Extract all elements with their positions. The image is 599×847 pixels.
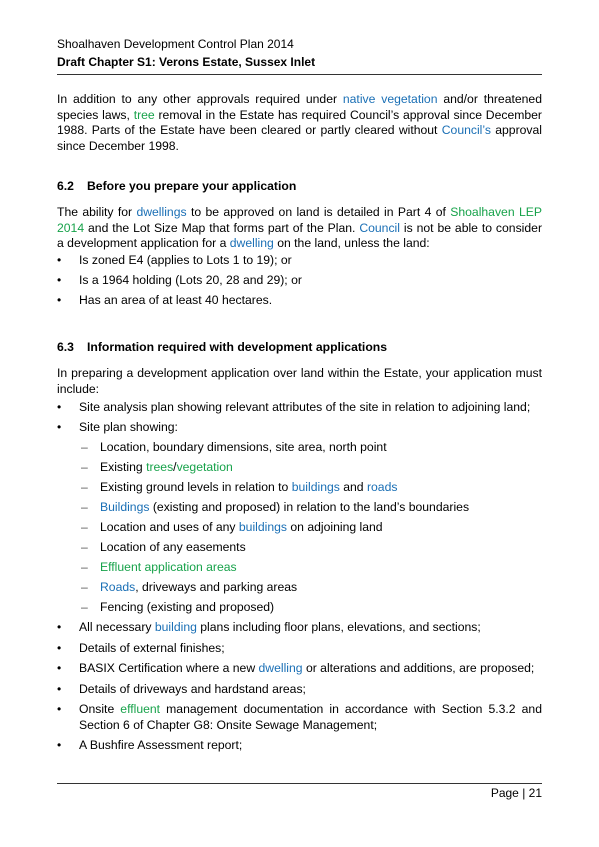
link-dwelling[interactable]: dwelling — [229, 236, 274, 251]
bullet-icon: • — [57, 641, 62, 655]
header-title: Shoalhaven Development Control Plan 2014 — [57, 37, 294, 51]
bullet-text: Site plan showing: — [79, 420, 178, 434]
bullet-item — [57, 620, 542, 636]
bullet-item — [57, 641, 542, 657]
text: The ability for — [57, 205, 137, 219]
bullet-item — [57, 682, 542, 698]
link-councils[interactable]: Council’s — [441, 123, 491, 138]
text: to be approved on land is detailed in Part 4 of — [186, 205, 451, 219]
sub-text — [100, 520, 542, 536]
link-dwelling[interactable]: dwelling — [258, 661, 303, 675]
text: Location and uses of any — [100, 520, 239, 534]
bullet-icon: • — [57, 738, 62, 752]
header-chapter: Draft Chapter S1: Verons Estate, Sussex Inlet — [57, 55, 316, 69]
text: or alterations and additions, are proposed; — [302, 661, 535, 675]
footer-divider — [57, 783, 542, 784]
text: and the Lot Size Map that forms part of the Plan. — [84, 220, 360, 235]
section-6-2-heading — [57, 179, 296, 193]
text: plans including floor plans, elevations, and sections; — [196, 620, 481, 634]
bullet-item — [57, 738, 542, 754]
bullet-text — [79, 661, 542, 677]
text: (existing and proposed) in relation to the land’s boundaries — [149, 500, 470, 514]
text: Onsite — [79, 702, 121, 716]
sub-item — [81, 440, 542, 456]
dash-icon: – — [81, 480, 88, 494]
link-building[interactable]: building — [154, 620, 197, 634]
bullet-text: Site analysis plan showing relevant attributes of the site in relation to adjoining land; — [79, 400, 531, 414]
link-effluent-application-areas[interactable]: Effluent application areas — [100, 560, 237, 574]
intro-paragraph — [57, 92, 542, 154]
bullet-text: Is zoned E4 (applies to Lots 1 to 19); or — [79, 253, 292, 267]
dash-icon: – — [81, 580, 88, 594]
text: on the land, unless the land: — [273, 236, 430, 251]
sub-item — [81, 500, 542, 516]
link-vegetation[interactable]: vegetation — [176, 460, 233, 474]
bullet-text: Details of driveways and hardstand areas; — [79, 682, 306, 696]
link-buildings[interactable]: buildings — [291, 480, 340, 494]
link-dwellings[interactable]: dwellings — [136, 205, 187, 219]
link-buildings[interactable]: buildings — [238, 520, 288, 534]
bullet-icon: • — [57, 273, 62, 287]
section-title: Information required with development applications — [87, 340, 387, 354]
bullet-text — [79, 620, 542, 636]
intro-text-1: In addition to any other approvals required under — [57, 92, 343, 106]
bullet-item — [57, 273, 542, 289]
sub-text — [100, 580, 542, 596]
bullet-item — [57, 400, 542, 416]
link-native-vegetation[interactable]: native vegetation — [342, 92, 438, 106]
bullet-text: A Bushfire Assessment report; — [79, 738, 243, 752]
text: Existing — [100, 460, 147, 474]
section-6-3-intro: In preparing a development application over land within the Estate, your application must include: — [57, 366, 542, 396]
bullet-text: Has an area of at least 40 hectares. — [79, 293, 273, 307]
text: and — [339, 480, 367, 494]
sub-item — [81, 600, 542, 616]
text: BASIX Certification where a new — [79, 661, 259, 675]
intro-text-3: removal in the Estate has required Council’s approval since December 1988. Parts of the Estate have been cleared or partly cleared without — [57, 107, 542, 138]
bullet-text: Is a 1964 holding (Lots 20, 28 and 29); or — [79, 273, 302, 287]
dash-icon: – — [81, 540, 88, 554]
sub-item — [81, 520, 542, 536]
sub-text: Location, boundary dimensions, site area, north point — [100, 440, 387, 454]
link-effluent[interactable]: effluent — [120, 702, 161, 716]
dash-icon: – — [81, 500, 88, 514]
sub-item — [81, 480, 542, 496]
link-shoalhaven-lep-2014[interactable]: Shoalhaven LEP 2014 — [57, 205, 542, 235]
sub-text: Location of any easements — [100, 540, 246, 554]
sub-text — [100, 480, 542, 496]
bullet-icon: • — [57, 400, 62, 414]
page-number: Page | 21 — [490, 786, 542, 800]
bullet-text: Details of external finishes; — [79, 641, 225, 655]
text: is not be able to consider a development application for a — [57, 220, 542, 251]
dash-icon: – — [81, 600, 88, 614]
sub-item — [81, 560, 542, 576]
bullet-item — [57, 293, 542, 309]
dash-icon: – — [81, 440, 88, 454]
section-number: 6.2 — [57, 179, 74, 193]
text: / — [173, 460, 177, 474]
section-number: 6.3 — [57, 340, 74, 354]
header-divider — [57, 74, 542, 75]
link-roads[interactable]: roads — [366, 480, 398, 494]
bullet-icon: • — [57, 702, 62, 716]
sub-item — [81, 460, 542, 476]
link-council[interactable]: Council — [359, 220, 400, 235]
text: management documentation in accordance with Section 5.3.2 and Section 6 of Chapter G8: Onsite Sewage Management; — [79, 702, 542, 732]
dash-icon: – — [81, 560, 88, 574]
sub-item — [81, 540, 542, 556]
link-trees[interactable]: trees — [146, 460, 174, 474]
text: Existing ground levels in relation to — [100, 480, 292, 494]
link-buildings[interactable]: Buildings — [100, 500, 150, 514]
intro-text-2: and/or threatened species laws, — [57, 92, 542, 122]
bullet-item — [57, 420, 542, 436]
bullet-item — [57, 661, 542, 677]
bullet-text — [79, 702, 542, 733]
bullet-icon: • — [57, 682, 62, 696]
bullet-icon: • — [57, 253, 62, 267]
bullet-icon: • — [57, 661, 62, 675]
link-tree[interactable]: tree — [133, 107, 155, 122]
dash-icon: – — [81, 520, 88, 534]
sub-text — [100, 500, 542, 516]
bullet-icon: • — [57, 620, 62, 634]
sub-text: Fencing (existing and proposed) — [100, 600, 275, 614]
bullet-item — [57, 702, 542, 733]
sub-text — [100, 460, 542, 476]
intro-text-4: approval since December 1998. — [57, 123, 543, 153]
dash-icon: – — [81, 460, 88, 474]
sub-item — [81, 580, 542, 596]
bullet-icon: • — [57, 293, 62, 307]
text: All necessary — [79, 620, 155, 634]
bullet-item — [57, 253, 542, 269]
bullet-icon: • — [57, 420, 62, 434]
section-title: Before you prepare your application — [87, 179, 297, 193]
text: on adjoining land — [287, 520, 383, 534]
section-6-3-heading — [57, 340, 387, 354]
text: , driveways and parking areas — [135, 580, 298, 594]
section-6-2-paragraph — [57, 205, 542, 252]
link-roads[interactable]: Roads — [100, 580, 136, 594]
